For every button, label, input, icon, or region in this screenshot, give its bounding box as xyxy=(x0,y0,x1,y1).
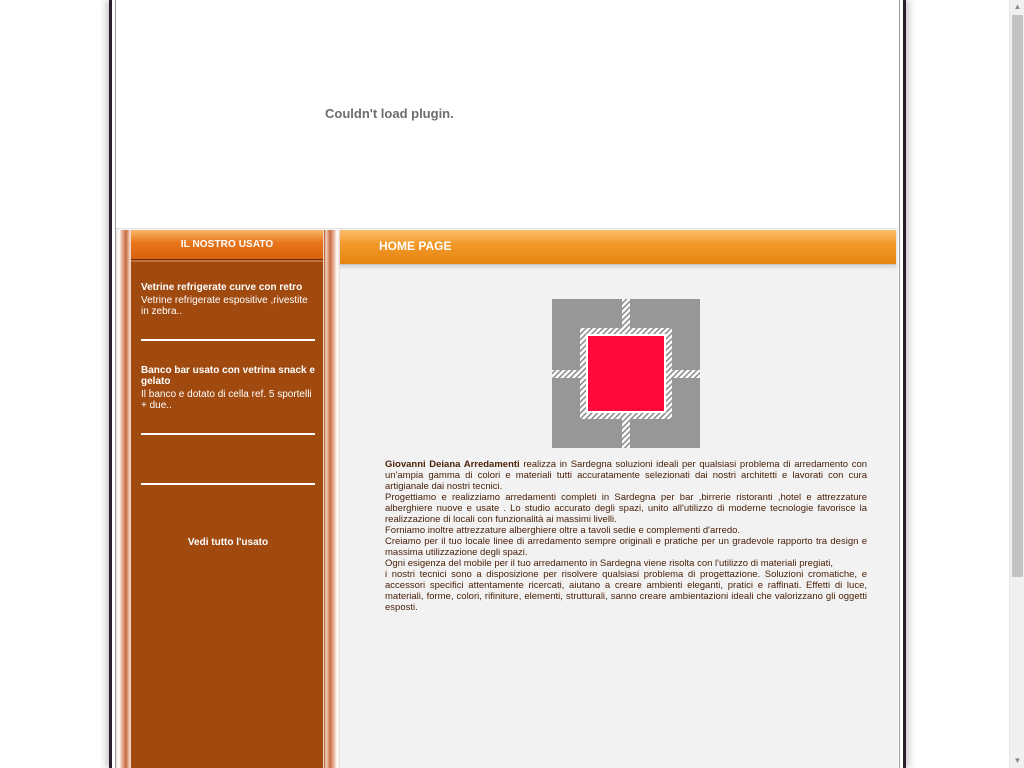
sidebar-title: IL NOSTRO USATO xyxy=(131,230,323,260)
sidebar-divider xyxy=(141,483,315,485)
sidebar-item-title[interactable]: Vetrine refrigerate curve con retro xyxy=(141,282,303,293)
intro-paragraph: Creiamo per il tuo locale linee di arredamento sempre originali e pratiche per un gradevole rapporto tra design e massima utilizzazione degli spazi. xyxy=(385,536,867,558)
plugin-error-message: Couldn't load plugin. xyxy=(325,106,454,121)
logo-icon xyxy=(552,299,700,448)
intro-paragraph: Forniamo inoltre attrezzature alberghiere oltre a tavoli sedie e complementi d'arredo. xyxy=(385,525,741,536)
view-all-used-link[interactable]: Vedi tutto l'usato xyxy=(187,537,269,548)
triangle-up-icon[interactable]: ▲ xyxy=(1013,2,1022,11)
sidebar-divider xyxy=(141,433,315,435)
intro-paragraph: Ogni esigenza del mobile per il tuo arredamento in Sardegna viene risolta con l'utilizzo di materiali pregiati, xyxy=(385,558,834,569)
page-title: HOME PAGE xyxy=(379,239,452,253)
sidebar-divider xyxy=(141,339,315,341)
scrollbar-thumb[interactable] xyxy=(1012,15,1023,577)
sidebar-item-vetrine[interactable] xyxy=(141,282,315,317)
intro-paragraph xyxy=(385,459,867,492)
intro-text xyxy=(385,459,867,613)
content-header-shadow xyxy=(340,266,896,270)
sidebar-title-band xyxy=(131,260,323,262)
content-header xyxy=(340,230,896,265)
intro-paragraph: Progettiamo e realizziamo arredamenti completi in Sardegna per bar ,birrerie ristoranti ,hotel e attrezzature alberghiere nuove e usate . Lo studio accurato degli spazi, unito all'utilizzo di moderne tecnologie favorisce la realizzazione di locali con funzionalità ai massimi livelli. xyxy=(385,492,867,525)
sidebar-item-banco-bar[interactable] xyxy=(141,365,315,411)
vertical-scrollbar[interactable] xyxy=(1009,0,1024,768)
company-name: Giovanni Deiana Arredamenti xyxy=(385,459,520,470)
sidebar-used-items xyxy=(130,230,324,768)
sidebar-item-title[interactable]: Banco bar usato con vetrina snack e gelato xyxy=(141,365,315,387)
triangle-down-icon[interactable]: ▼ xyxy=(1013,756,1022,765)
intro-paragraph: i nostri tecnici sono a disposizione per risolvere qualsiasi problema di progettazione. Soluzioni cromatiche, e accessori specifici attentamente ricercati, aiutano a creare ambienti eleganti, pratici e raffinati. Effetti di luce, materiali, forme, colori, rifiniture, elementi, strutturali, sanno creare ambientazioni ideali che valorizzano gli oggetti esposti. xyxy=(385,569,867,613)
flash-plugin-area[interactable] xyxy=(116,0,898,229)
sidebar-item-description: Il banco e dotato di cella ref. 5 sportelli + due.. xyxy=(141,389,312,411)
intro-paragraph-text: realizza in Sardegna soluzioni ideali per qualsiasi problema di arredamento con un'ampia gamma di colori e materiali tutti accuratamente selezionati dai nostri architetti e lavorati con cura artigianale dai nostri tecnici. xyxy=(385,459,868,492)
sidebar-item-description: Vetrine refrigerate espositive ,rivestite in zebra.. xyxy=(141,295,308,317)
